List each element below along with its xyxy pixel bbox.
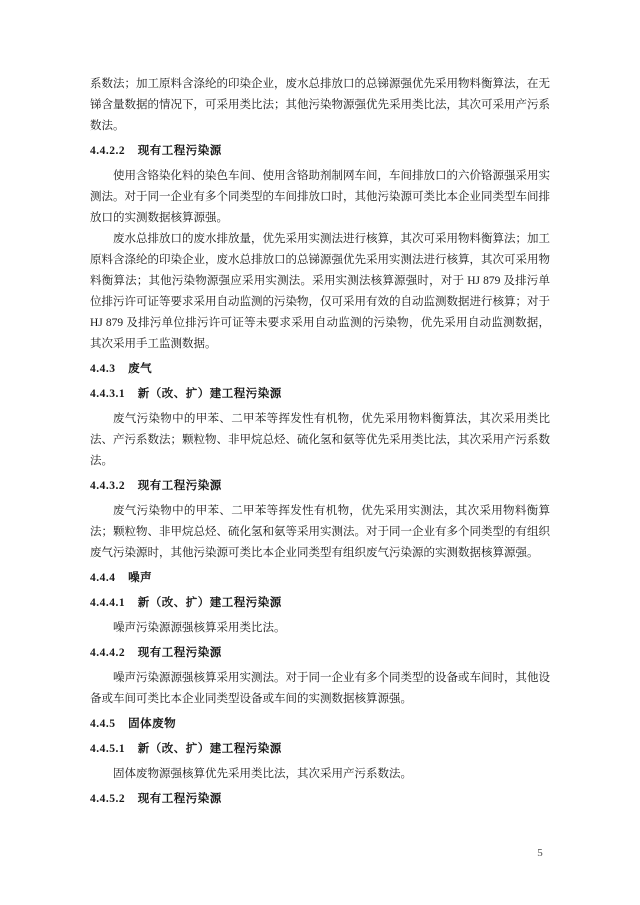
page-number: 5 (537, 847, 543, 859)
section-number: 4.4.5 (90, 718, 116, 730)
body-paragraph: 废水总排放口的废水排放量，优先采用实测法进行核算，其次可采用物料衡算法；加工原料含涤纶的印染企业，废水总排放口的总锑源强优先采用实测法进行核算，其次可采用物料衡算法；其他污染物源强应采用实测法。采用实测法核算源强时，对于 HJ 879 及排污单位排污许可证等要求采用自动监测的污染物，仅可采用有效的自动监测数据进行核算；对于 HJ 879 及排污单位排污许可证等未要求采用自动监测的污染物，优先采用自动监测数据，其次采用手工监测数据。 (90, 233, 550, 350)
section-number: 4.4.4.2 (90, 647, 126, 659)
section-number: 4.4.5.1 (90, 743, 126, 755)
section-heading (90, 476, 550, 497)
section-title: 现有工程污染源 (137, 647, 222, 659)
body-paragraph: 噪声污染源源强核算采用实测法。对于同一企业有多个同类型的设备或车间时，其他设备或车间可类比本企业同类型设备或车间的实测数据核算源强。 (90, 672, 550, 705)
section-title: 新（改、扩）建工程污染源 (137, 597, 282, 609)
section-number: 4.4.5.2 (90, 793, 126, 805)
body-paragraph: 噪声污染源源强核算采用类比法。 (113, 622, 286, 634)
section-heading (90, 568, 550, 589)
body-paragraph: 固体废物源强核算优先采用类比法，其次采用产污系数法。 (113, 768, 412, 780)
section-heading (90, 739, 550, 760)
section-number: 4.4.4.1 (90, 597, 126, 609)
section-heading (90, 593, 550, 614)
section-number: 4.4.4 (90, 572, 116, 584)
section-title: 现有工程污染源 (137, 145, 222, 157)
body-paragraph: 废气污染物中的甲苯、二甲苯等挥发性有机物，优先采用物料衡算法，其次采用类比法、产污系数法；颗粒物、非甲烷总烃、硫化氢和氨等优先采用类比法，其次采用产污系数法。 (90, 413, 550, 467)
section-heading (90, 714, 550, 735)
section-number: 4.4.3.1 (90, 388, 126, 400)
section-title: 新（改、扩）建工程污染源 (137, 388, 282, 400)
section-heading (90, 359, 550, 380)
section-title: 现有工程污染源 (137, 793, 222, 805)
section-number: 4.4.2.2 (90, 145, 126, 157)
document-body (90, 74, 550, 814)
body-paragraph: 使用含铬染化料的染色车间、使用含铬助剂制网车间，车间排放口的六价铬源强采用实测法。对于同一企业有多个同类型的车间排放口时，其他污染源可类比本企业同类型车间排放口的实测数据核算源强。 (90, 170, 550, 224)
body-paragraph: 废气污染物中的甲苯、二甲苯等挥发性有机物，优先采用实测法，其次采用物料衡算法；颗粒物、非甲烷总烃、硫化氢和氨等采用实测法。对于同一企业有多个同类型的有组织废气污染源时，其他污染源可类比本企业同类型有组织废气污染源的实测数据核算源强。 (90, 505, 550, 559)
section-heading (90, 384, 550, 405)
section-heading (90, 141, 550, 162)
section-number: 4.4.3.2 (90, 480, 126, 492)
section-title: 现有工程污染源 (137, 480, 222, 492)
section-title: 固体废物 (128, 718, 177, 730)
body-paragraph: 系数法；加工原料含涤纶的印染企业，废水总排放口的总锑源强优先采用物料衡算法，在无锑含量数据的情况下，可采用类比法；其他污染物源强优先采用类比法，其次可采用产污系数法。 (90, 78, 550, 132)
section-heading (90, 643, 550, 664)
section-title: 新（改、扩）建工程污染源 (137, 743, 282, 755)
section-heading (90, 789, 550, 810)
section-title: 废气 (128, 363, 153, 375)
section-title: 噪声 (128, 572, 153, 584)
section-number: 4.4.3 (90, 363, 116, 375)
